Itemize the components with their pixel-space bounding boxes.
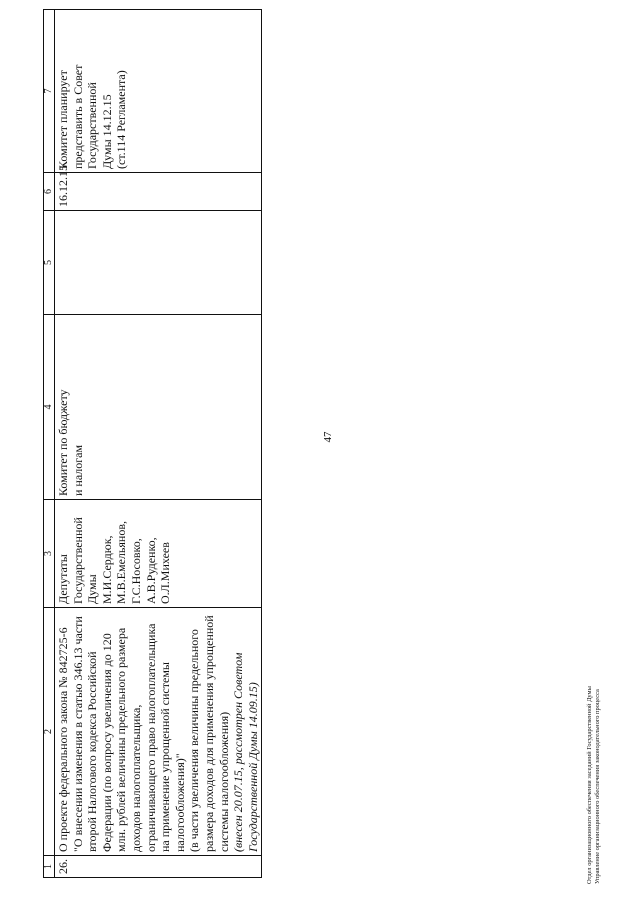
description-line: млн. рублей величины предельного размера <box>114 627 129 852</box>
note-line: (ст.114 Регламента) <box>114 70 129 169</box>
column-number: 5 <box>44 211 55 315</box>
committee-line: Комитет по бюджету <box>56 389 70 496</box>
date-cell: 16.12.15 <box>55 173 262 211</box>
column-number: 6 <box>44 173 55 211</box>
bill-authors <box>55 500 262 608</box>
committee-line: и налогам <box>70 444 85 496</box>
description-line: системы налогообложения) <box>216 711 231 852</box>
description-line: второй Налогового кодекса Российской <box>85 651 100 852</box>
plan-note <box>55 10 262 173</box>
description-line: (в части увеличения величины предельного <box>187 629 202 852</box>
submission-note: (внесен 20.07.15, рассмотрен Советом <box>231 652 246 852</box>
description-line: О проекте федерального закона № 842725-6 <box>56 627 70 852</box>
author-line: О.Л.Михеев <box>158 542 173 604</box>
column-number: 1 <box>44 856 55 878</box>
column-number: 2 <box>44 608 55 856</box>
note-line: Комитет планирует <box>56 70 70 169</box>
responsible-committee <box>55 315 262 500</box>
column-number-row <box>44 10 55 878</box>
submission-note: Государственной Думы 14.09.15) <box>245 682 260 852</box>
column-number: 7 <box>44 10 55 173</box>
description-line: "О внесении изменения в статью 346.13 части <box>70 616 85 852</box>
description-line: размера доходов для применения упрощенной <box>201 615 216 852</box>
table-row <box>55 10 262 878</box>
description-line: Федерации (по вопросу увеличения до 120 <box>99 633 114 852</box>
column-number: 3 <box>44 500 55 608</box>
author-line: Депутаты <box>56 554 70 604</box>
footer-line: Отдел организационного обеспечения заседаний Государственной Думы <box>586 686 593 884</box>
bill-table <box>43 9 262 878</box>
footer <box>586 584 602 884</box>
bill-description <box>55 608 262 856</box>
row-number: 26. <box>55 856 262 878</box>
author-line: М.В.Емельянов, <box>114 521 129 604</box>
page-number: 47 <box>322 431 334 443</box>
note-line: Думы 14.12.15 <box>99 94 114 169</box>
author-line: А.В.Руденко, <box>143 537 158 604</box>
note-line: представить в Совет <box>70 64 85 169</box>
column-5-cell <box>55 211 262 315</box>
author-line: Г.С.Носовко, <box>128 538 143 604</box>
bill-table-rotated <box>43 10 558 878</box>
description-line: ограничивающего право налогоплательщика <box>143 623 158 852</box>
description-line: налогообложения)" <box>172 753 187 852</box>
description-line: доходов налогоплательщика, <box>128 704 143 852</box>
description-line: на применение упрощенной системы <box>158 662 173 852</box>
author-line: Думы <box>85 574 100 604</box>
author-line: М.И.Сердюк, <box>99 535 114 604</box>
footer-line: Управление организационного обеспечения законодательного процесса <box>594 689 601 884</box>
column-number: 4 <box>44 315 55 500</box>
note-line: Государственной <box>85 82 100 169</box>
author-line: Государственной <box>70 517 85 604</box>
